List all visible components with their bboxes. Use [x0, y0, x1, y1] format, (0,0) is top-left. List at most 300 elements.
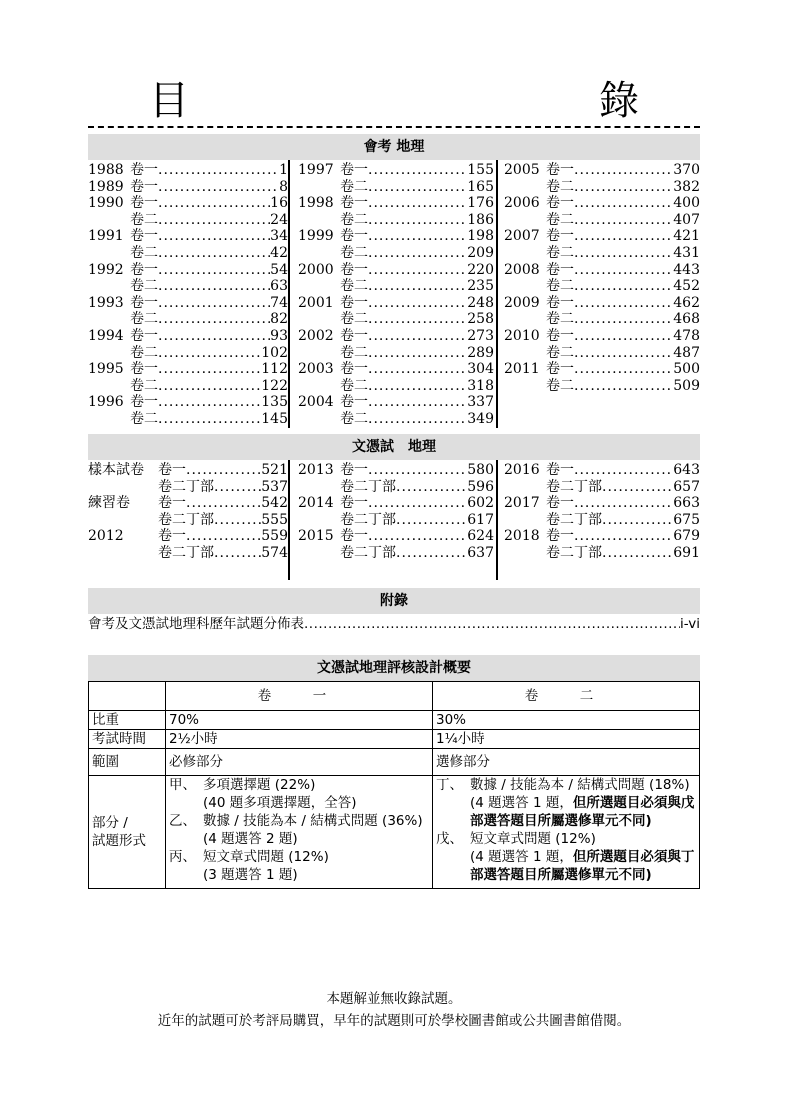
entry-page: 63: [270, 278, 288, 295]
paper1-format: [166, 776, 433, 889]
duration-label: 考試時間: [89, 730, 166, 749]
paper1-weight: 70%: [166, 711, 433, 730]
entry-page: 624: [467, 528, 494, 545]
entry-paper: 卷二: [546, 311, 574, 328]
entry-paper: 卷一: [130, 261, 158, 278]
entry-paper: 卷一: [546, 294, 574, 311]
format-label-line1: 部分 /: [92, 815, 128, 831]
index-entry: [88, 411, 288, 428]
entry-year: 樣本試卷: [88, 462, 144, 478]
index-entry: [88, 495, 288, 512]
index-entry: [298, 212, 494, 229]
leader-dots: [214, 545, 261, 562]
index-entry: [88, 162, 288, 179]
index-entry: [88, 462, 288, 479]
leader-dots: [158, 378, 261, 395]
paper2-header: 卷 二: [433, 682, 700, 711]
entry-year: 2010: [504, 327, 540, 344]
leader-dots: [158, 328, 270, 345]
leader-dots: [186, 528, 261, 545]
leader-dots: [602, 479, 673, 496]
entry-year: [504, 245, 546, 262]
section-item: [169, 848, 429, 866]
leader-dots: [158, 228, 270, 245]
entry-page: 559: [261, 528, 288, 545]
entry-year: 1990: [88, 195, 124, 212]
index-entry: [298, 195, 494, 212]
index-entry: [88, 179, 288, 196]
entry-paper: 卷二丁部: [546, 511, 602, 528]
leader-dots: [396, 545, 467, 562]
entry-year: 1996: [88, 394, 124, 411]
entry-page: 304: [467, 361, 494, 378]
entry-page: 421: [673, 228, 700, 245]
hkcee-column-2: [288, 160, 494, 428]
entry-page: 176: [467, 195, 494, 212]
leader-dots: [574, 462, 673, 479]
entry-year: 2000: [298, 261, 334, 278]
appendix-entry: [88, 614, 700, 634]
section-note-plain: (4 題選答 1 題，: [470, 795, 573, 811]
section-mark: 乙、: [169, 813, 196, 829]
hkdse-column-1: [88, 460, 288, 562]
leader-dots: [368, 462, 467, 479]
entry-paper: 卷一: [546, 228, 574, 245]
index-entry: [298, 245, 494, 262]
entry-year: [298, 545, 340, 562]
entry-year: [88, 411, 130, 428]
entry-page: 155: [467, 162, 494, 178]
entry-page: 16: [270, 195, 288, 212]
assessment-summary-table: [88, 681, 700, 889]
index-entry: [298, 495, 494, 512]
entry-page: 679: [673, 528, 700, 545]
index-entry: [504, 378, 700, 395]
leader-dots: [158, 195, 270, 212]
entry-year: [88, 345, 130, 362]
entry-year: 2005: [504, 162, 540, 178]
entry-page: 248: [467, 294, 494, 311]
leader-dots: [158, 411, 261, 428]
leader-dots: [214, 512, 261, 529]
leader-dots: [602, 512, 673, 529]
hkcee-index: [88, 160, 700, 428]
footer-note-1: 本題解並無收錄試題。: [326, 991, 462, 1007]
entry-page: 42: [270, 244, 288, 261]
paper1-header: 卷 一: [166, 682, 433, 711]
leader-dots: [368, 278, 467, 295]
leader-dots: [158, 345, 261, 362]
paper2-scope: 選修部分: [433, 749, 700, 776]
index-entry: [504, 528, 700, 545]
index-entry: [504, 495, 700, 512]
entry-year: [504, 378, 546, 395]
entry-paper: 卷一: [340, 261, 368, 278]
entry-paper: 卷二: [130, 211, 158, 228]
index-entry: [298, 295, 494, 312]
entry-page: 209: [467, 244, 494, 261]
leader-dots: [574, 345, 673, 362]
format-label-line2: 試題形式: [92, 833, 146, 849]
entry-year: 1988: [88, 162, 124, 178]
entry-paper: 卷二丁部: [158, 544, 214, 561]
section-note-bold: 但所選題目必須與丁部選答題目所屬選修單元不同): [470, 849, 695, 883]
entry-page: 555: [261, 511, 288, 528]
leader-dots: [368, 262, 467, 279]
entry-year: 2014: [298, 495, 334, 512]
entry-page: 318: [467, 377, 494, 394]
index-entry: [504, 212, 700, 229]
index-entry: [88, 212, 288, 229]
entry-year: [298, 345, 340, 362]
index-entry: [504, 195, 700, 212]
leader-dots: [396, 512, 467, 529]
entry-page: 112: [261, 361, 288, 378]
leader-dots: [186, 462, 261, 479]
entry-paper: 卷一: [130, 178, 158, 195]
entry-year: [298, 179, 340, 196]
assessment-summary-header: 文憑試地理評核設計概要: [88, 655, 700, 681]
entry-year: 1997: [298, 162, 334, 178]
entry-page: 165: [467, 178, 494, 195]
paper2-format: [433, 776, 700, 889]
index-entry: [88, 195, 288, 212]
section-text: 數據 / 技能為本 / 結構式問題 (36%): [203, 813, 423, 829]
entry-year: 1991: [88, 228, 124, 245]
section-mark: 丙、: [169, 849, 196, 865]
entry-page: 574: [261, 544, 288, 561]
entry-paper: 卷一: [340, 294, 368, 311]
entry-paper: 卷一: [340, 327, 368, 344]
entry-paper: 卷二丁部: [158, 511, 214, 528]
entry-paper: 卷一: [546, 361, 574, 378]
index-entry: [504, 545, 700, 562]
leader-dots: [574, 245, 673, 262]
entry-paper: 卷一: [130, 394, 158, 411]
index-entry: [504, 228, 700, 245]
entry-paper: 卷一: [546, 261, 574, 278]
entry-paper: 卷二: [546, 278, 574, 295]
entry-page: 675: [673, 511, 700, 528]
entry-paper: 卷一: [158, 462, 186, 478]
leader-dots: [574, 195, 673, 212]
entry-page: 509: [673, 377, 700, 394]
index-entry: [298, 228, 494, 245]
section-note-plain: (4 題選答 1 題，: [470, 849, 573, 865]
appendix-entry-text: 會考及文憑試地理科歷年試題分佈表: [88, 616, 304, 632]
index-entry: [504, 328, 700, 345]
leader-dots: [574, 328, 673, 345]
entry-paper: 卷二: [130, 377, 158, 394]
leader-dots: [158, 311, 270, 328]
entry-page: 82: [270, 311, 288, 328]
leader-dots: [368, 378, 467, 395]
index-entry: [88, 512, 288, 529]
entry-page: 24: [270, 211, 288, 228]
entry-paper: 卷二: [340, 377, 368, 394]
leader-dots: [574, 378, 673, 395]
leader-dots: [574, 179, 673, 196]
entry-paper: 卷二: [130, 344, 158, 361]
entry-paper: 卷一: [158, 528, 186, 545]
leader-dots: [368, 179, 467, 196]
entry-paper: 卷二: [546, 244, 574, 261]
entry-paper: 卷二丁部: [340, 478, 396, 495]
index-entry: [298, 528, 494, 545]
index-entry: [298, 512, 494, 529]
leader-dots: [158, 394, 261, 411]
entry-page: 407: [673, 211, 700, 228]
format-label: [89, 776, 166, 889]
leader-dots: [368, 394, 467, 411]
entry-page: 235: [467, 278, 494, 295]
duration-row: [89, 730, 700, 749]
entry-year: 1989: [88, 178, 124, 195]
entry-page: 1: [279, 162, 288, 178]
index-entry: [504, 462, 700, 479]
index-entry: [504, 479, 700, 496]
leader-dots: [158, 361, 261, 378]
entry-year: 2002: [298, 327, 334, 344]
entry-page: 273: [467, 327, 494, 344]
entry-page: 521: [261, 462, 288, 478]
entry-page: 135: [261, 394, 288, 411]
entry-year: 2011: [504, 361, 540, 378]
entry-year: 2018: [504, 528, 540, 545]
entry-page: 400: [673, 195, 700, 212]
entry-paper: 卷二: [546, 344, 574, 361]
entry-year: [88, 545, 158, 562]
scope-label: 範圍: [89, 749, 166, 776]
entry-paper: 卷一: [340, 528, 368, 545]
index-entry: [298, 394, 494, 411]
entry-year: 2007: [504, 228, 540, 245]
hkcee-column-1: [88, 160, 288, 428]
entry-page: 93: [270, 327, 288, 344]
entry-paper: 卷二: [130, 410, 158, 427]
entry-paper: 卷二: [340, 244, 368, 261]
entry-page: 500: [673, 361, 700, 378]
entry-paper: 卷二: [340, 344, 368, 361]
leader-dots: [368, 245, 467, 262]
leader-dots: [368, 361, 467, 378]
entry-paper: 卷一: [130, 294, 158, 311]
entry-paper: 卷二: [340, 410, 368, 427]
entry-page: 487: [673, 344, 700, 361]
leader-dots: [574, 162, 673, 179]
entry-year: [298, 212, 340, 229]
section-note: (3 題選答 1 題): [203, 867, 298, 883]
section-note: (4 題選答 2 題): [203, 831, 298, 847]
section-mark: 甲、: [169, 777, 196, 793]
appendix-entry-page: i-vi: [680, 616, 700, 632]
entry-year: 練習卷: [88, 495, 130, 512]
entry-page: 596: [467, 478, 494, 495]
index-entry: [298, 162, 494, 179]
index-entry: [88, 245, 288, 262]
entry-year: 2016: [504, 462, 540, 478]
section-item: [169, 776, 429, 794]
leader-dots: [158, 162, 279, 179]
entry-year: [88, 311, 130, 328]
hkdse-column-3: [494, 460, 700, 562]
weight-label: 比重: [89, 711, 166, 730]
entry-year: 2001: [298, 294, 334, 311]
entry-paper: 卷二: [340, 278, 368, 295]
entry-paper: 卷一: [340, 361, 368, 378]
entry-page: 431: [673, 244, 700, 261]
entry-page: 258: [467, 311, 494, 328]
entry-year: 1999: [298, 228, 334, 245]
entry-paper: 卷二: [340, 178, 368, 195]
index-entry: [504, 295, 700, 312]
hkdse-section-header: 文憑試 地理: [88, 434, 700, 460]
entry-paper: 卷一: [546, 462, 574, 478]
index-entry: [298, 278, 494, 295]
entry-year: 2009: [504, 294, 540, 311]
index-entry: [298, 345, 494, 362]
hkdse-index: [88, 460, 700, 562]
index-entry: [88, 328, 288, 345]
entry-year: 1994: [88, 327, 124, 344]
index-entry: [298, 545, 494, 562]
index-entry: [298, 462, 494, 479]
entry-year: [298, 512, 340, 529]
leader-dots: [304, 614, 680, 634]
index-entry: [88, 545, 288, 562]
entry-year: [504, 479, 546, 496]
entry-page: 74: [270, 294, 288, 311]
leader-dots: [186, 495, 261, 512]
entry-paper: 卷二: [130, 311, 158, 328]
entry-paper: 卷二丁部: [340, 511, 396, 528]
leader-dots: [368, 328, 467, 345]
leader-dots: [214, 479, 261, 496]
hkdse-column-2: [288, 460, 494, 562]
leader-dots: [368, 495, 467, 512]
index-entry: [298, 378, 494, 395]
entry-paper: 卷二: [546, 377, 574, 394]
entry-page: 691: [673, 544, 700, 561]
section-note: [436, 848, 696, 884]
leader-dots: [368, 411, 467, 428]
index-entry: [88, 295, 288, 312]
entry-paper: 卷一: [130, 228, 158, 245]
leader-dots: [368, 162, 467, 179]
index-entry: [88, 394, 288, 411]
entry-paper: 卷二: [340, 211, 368, 228]
entry-page: 452: [673, 278, 700, 295]
entry-page: 34: [270, 228, 288, 245]
entry-page: 580: [467, 462, 494, 478]
entry-year: 2012: [88, 528, 124, 545]
hkcee-column-3: [494, 160, 700, 428]
format-row: [89, 776, 700, 889]
index-entry: [298, 328, 494, 345]
section-mark: 戊、: [436, 831, 463, 847]
column-divider: [288, 460, 290, 580]
section-item: [436, 830, 696, 848]
entry-paper: 卷二丁部: [546, 478, 602, 495]
entry-year: 1998: [298, 195, 334, 212]
entry-page: 349: [467, 410, 494, 427]
entry-paper: 卷一: [130, 162, 158, 178]
entry-year: [504, 311, 546, 328]
entry-year: [88, 212, 130, 229]
index-entry: [504, 162, 700, 179]
section-text: 多項選擇題 (22%): [203, 777, 316, 793]
page-title: 目 錄: [149, 78, 749, 124]
index-entry: [504, 345, 700, 362]
entry-page: 122: [261, 377, 288, 394]
entry-year: 1992: [88, 261, 124, 278]
entry-paper: 卷一: [340, 495, 368, 512]
leader-dots: [368, 295, 467, 312]
entry-year: [88, 378, 130, 395]
entry-year: [504, 545, 546, 562]
leader-dots: [368, 195, 467, 212]
leader-dots: [158, 278, 270, 295]
leader-dots: [158, 295, 270, 312]
entry-year: 1995: [88, 361, 124, 378]
entry-paper: 卷一: [340, 462, 368, 478]
index-entry: [88, 479, 288, 496]
section-text: 短文章式問題 (12%): [203, 849, 329, 865]
index-entry: [88, 528, 288, 545]
entry-paper: 卷一: [130, 327, 158, 344]
leader-dots: [158, 212, 270, 229]
entry-year: 2008: [504, 261, 540, 278]
section-item: [436, 776, 696, 794]
entry-year: [298, 278, 340, 295]
entry-page: 663: [673, 495, 700, 512]
entry-paper: 卷二: [546, 178, 574, 195]
hkcee-section-header: 會考 地理: [88, 134, 700, 160]
leader-dots: [158, 245, 270, 262]
entry-paper: 卷一: [546, 327, 574, 344]
paper1-duration: 2½小時: [166, 730, 433, 749]
leader-dots: [574, 262, 673, 279]
entry-year: [298, 378, 340, 395]
entry-year: [504, 512, 546, 529]
entry-paper: 卷一: [340, 228, 368, 245]
section-note-bold: 但所選題目必須與戊部選答題目所屬選修單元不同): [470, 795, 695, 829]
leader-dots: [396, 479, 467, 496]
footer-note-2: 近年的試題可於考評局購買，早年的試題則可於學校圖書館或公共圖書館借閱。: [157, 1013, 631, 1029]
entry-page: 468: [673, 311, 700, 328]
entry-page: 602: [467, 495, 494, 512]
leader-dots: [574, 212, 673, 229]
entry-year: [298, 411, 340, 428]
entry-page: 198: [467, 228, 494, 245]
entry-page: 537: [261, 478, 288, 495]
entry-year: [504, 212, 546, 229]
entry-page: 8: [279, 178, 288, 195]
entry-page: 145: [261, 410, 288, 427]
index-entry: [504, 179, 700, 196]
index-entry: [504, 278, 700, 295]
index-entry: [298, 411, 494, 428]
entry-year: 2004: [298, 394, 334, 411]
entry-page: 657: [673, 478, 700, 495]
entry-paper: 卷一: [130, 195, 158, 212]
section-text: 數據 / 技能為本 / 結構式問題 (18%): [470, 777, 690, 793]
scope-row: [89, 749, 700, 776]
index-entry: [504, 311, 700, 328]
leader-dots: [158, 262, 270, 279]
table-corner-cell: [89, 682, 166, 711]
leader-dots: [368, 228, 467, 245]
